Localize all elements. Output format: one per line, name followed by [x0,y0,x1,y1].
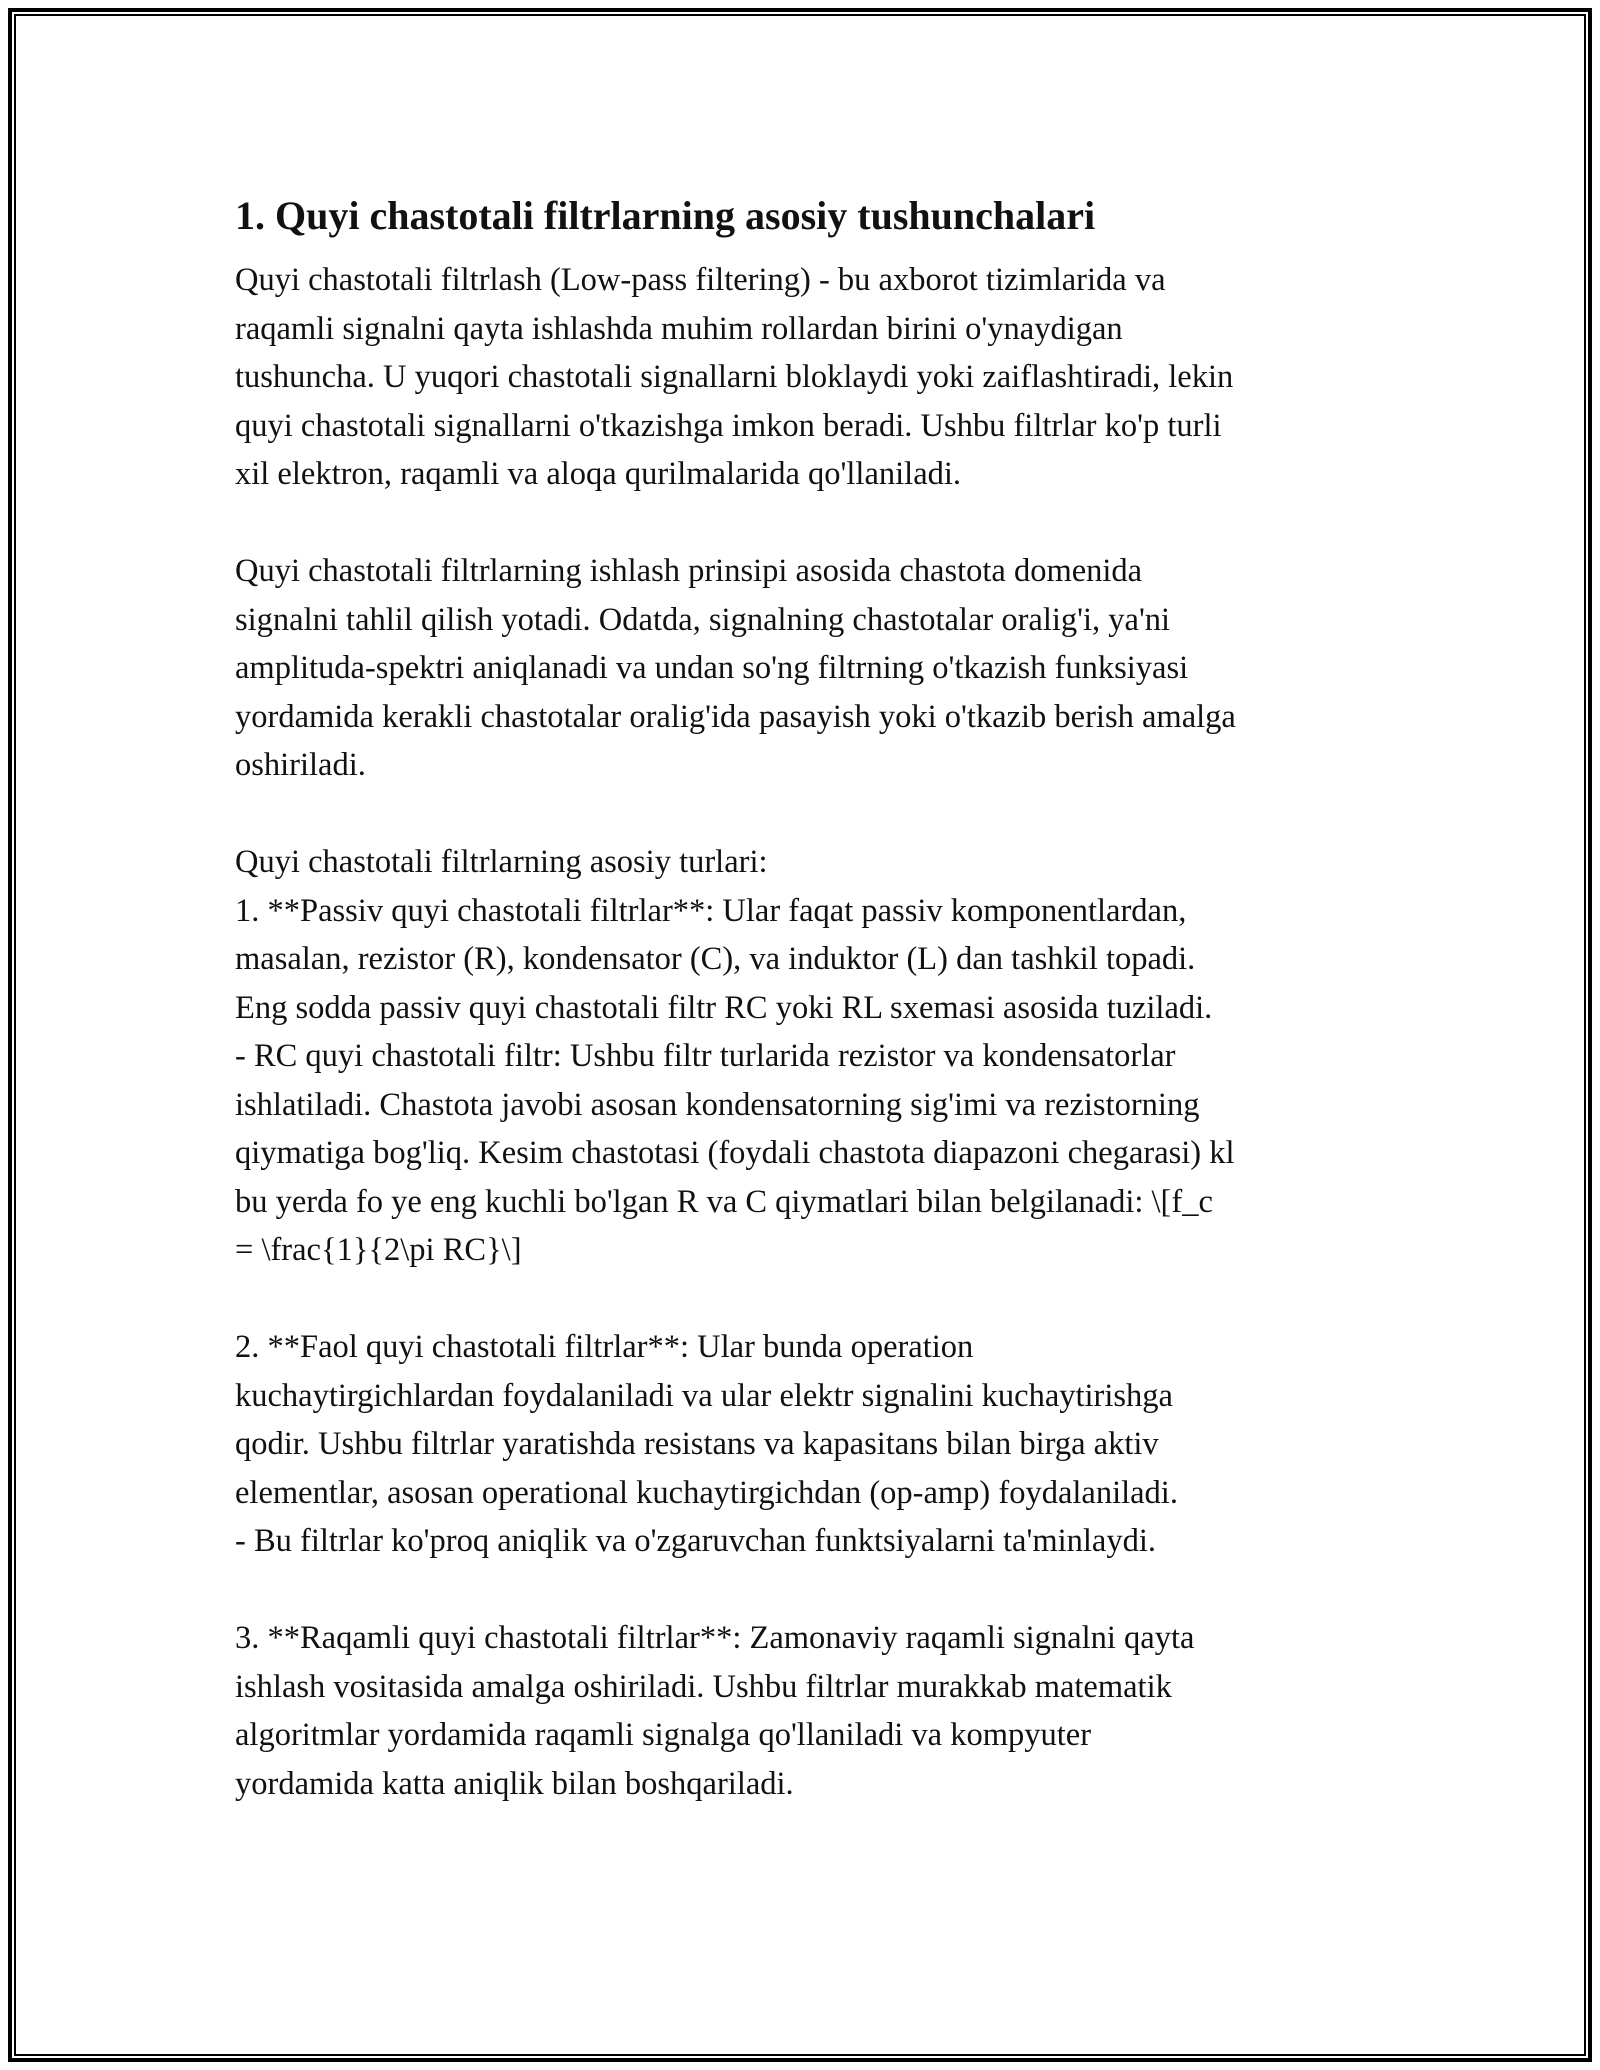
paragraph-spacer [235,499,1385,548]
section-heading: 1. Quyi chastotali filtrlarning asosiy tushunchalari [235,193,1096,238]
document-body [235,190,1385,1808]
paragraph-spacer [235,1566,1385,1615]
paragraph-types-digital: 3. **Raqamli quyi chastotali filtrlar**: Zamonaviy raqamli signalni qayta ishlash vositasida amalga oshiriladi. Ushbu filtrlar murakkab matematik algoritmlar yordamida raqamli signalga qo'llaniladi va kompyuter yordamida katta aniqlik bilan boshqariladi. [235,1620,1195,1802]
paragraph-intro: Quyi chastotali filtrlash (Low-pass filtering) - bu axborot tizimlarida va raqamli signalni qayta ishlashda muhim rollardan birini o'ynaydigan tushuncha. U yuqori chastotali signallarni bloklaydi yoki zaiflashtiradi, lekin quyi chastotali signallarni o'tkazishga imkon beradi. Ushbu filtrlar ko'p turli xil elektron, raqamli va aloqa qurilmalarida qo'llaniladi. [235,262,1234,492]
paragraph-types-active: 2. **Faol quyi chastotali filtrlar**: Ular bunda operation kuchaytirgichlardan foydalaniladi va ular elektr signalini kuchaytirishga qodir. Ushbu filtrlar yaratishda resistans va kapasitans bilan birga aktiv elementlar, asosan operational kuchaytirgichdan (op-amp) foydalaniladi. - Bu filtrlar ko'proq aniqlik va o'zgaruvchan funktsiyalarni ta'minlaydi. [235,1329,1178,1559]
paragraph-principle: Quyi chastotali filtrlarning ishlash prinsipi asosida chastota domenida signalni tahlil qilish yotadi. Odatda, signalning chastotalar oralig'i, ya'ni amplituda-spektri aniqlanadi va undan so'ng filtrning o'tkazish funksiyasi yordamida kerakli chastotalar oralig'ida pasayish yoki o'tkazib berish amalga oshiriladi. [235,553,1236,783]
paragraph-spacer [235,790,1385,839]
paragraph-types-passive: Quyi chastotali filtrlarning asosiy turlari: 1. **Passiv quyi chastotali filtrlar**: Ular faqat passiv komponentlardan, masalan, rezistor (R), kondensator (C), va induktor (L) dan tashkil topadi. Eng sodda passiv quyi chastotali filtr RC yoki RL sxemasi asosida tuziladi. - RC quyi chastotali filtr: Ushbu filtr turlarida rezistor va kondensatorlar ishlatiladi. Chastota javobi asosan kondensatorning sig'imi va rezistorning qiymatiga bog'liq. Kesim chastotasi (foydali chastota diapazoni chegarasi) kl bu yerda fo ye eng kuchli bo'lgan R va C qiymatlari bilan belgilanadi: \[f_c = \frac{1}{2\pi RC}\] [235,844,1235,1268]
paragraph-spacer [235,1275,1385,1324]
